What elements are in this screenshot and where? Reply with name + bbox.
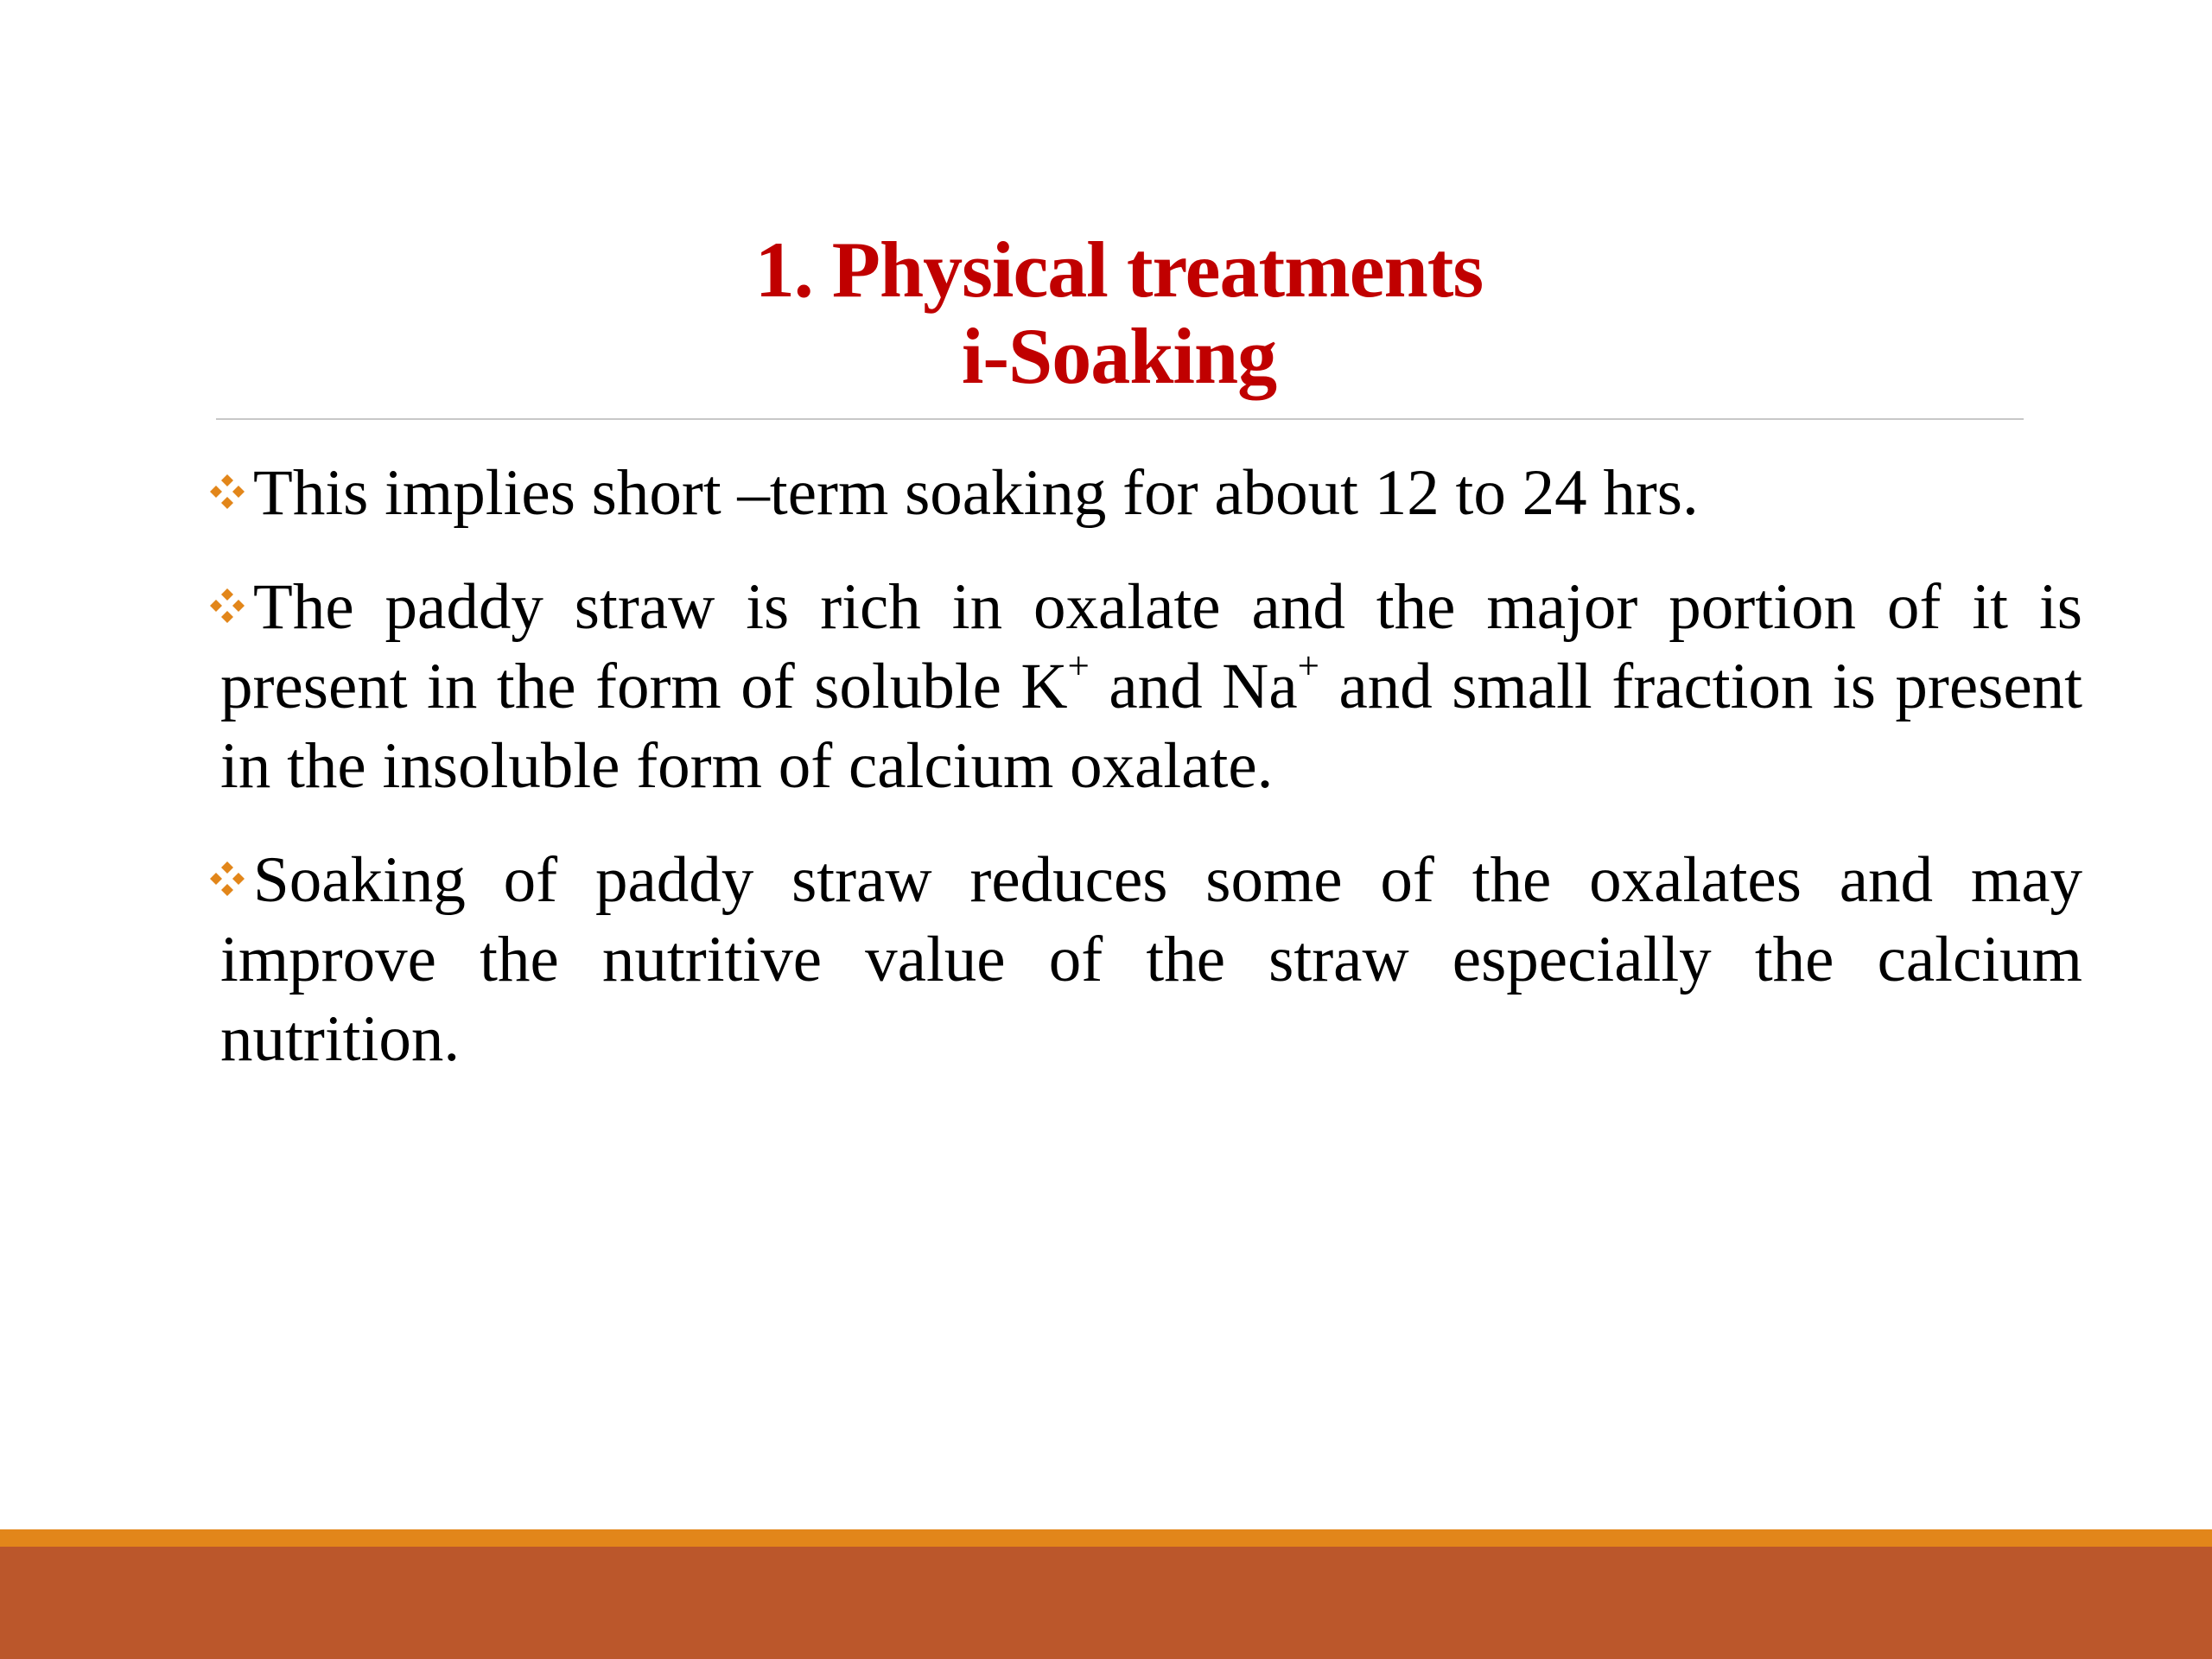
footer-accent-stripe <box>0 1529 2212 1547</box>
diamond-bullet-icon <box>203 582 251 630</box>
title-line-2: i-Soaking <box>961 312 1277 400</box>
bullet-text: and small fraction is present in the insoluble form of calcium oxalate. <box>220 651 2082 802</box>
bullet-text: The paddy straw is rich in oxalate and the major portion of it is present in the form of soluble K <box>220 571 2082 722</box>
title-divider <box>216 418 2024 420</box>
bullet-text: This implies short –term soaking for about 12 to 24 hrs. <box>253 457 1699 529</box>
bullet-item-2 <box>220 568 2082 806</box>
bullet-text: Soaking of paddy straw reduces some of the oxalates and may improve the nutritive value of the straw especially the calcium nutrition. <box>220 844 2082 1075</box>
slide-body <box>220 454 2082 1114</box>
superscript-plus: + <box>1067 644 1090 688</box>
diamond-bullet-icon <box>203 855 251 903</box>
bullet-item-1 <box>220 454 2082 533</box>
diamond-bullet-icon <box>203 467 251 516</box>
slide-title <box>216 226 2022 399</box>
superscript-plus: + <box>1297 644 1319 688</box>
bullet-text: and Na <box>1089 651 1298 722</box>
title-line-1: 1. Physical treatments <box>754 226 1484 314</box>
footer-band <box>0 1547 2212 1659</box>
bullet-item-3 <box>220 841 2082 1079</box>
